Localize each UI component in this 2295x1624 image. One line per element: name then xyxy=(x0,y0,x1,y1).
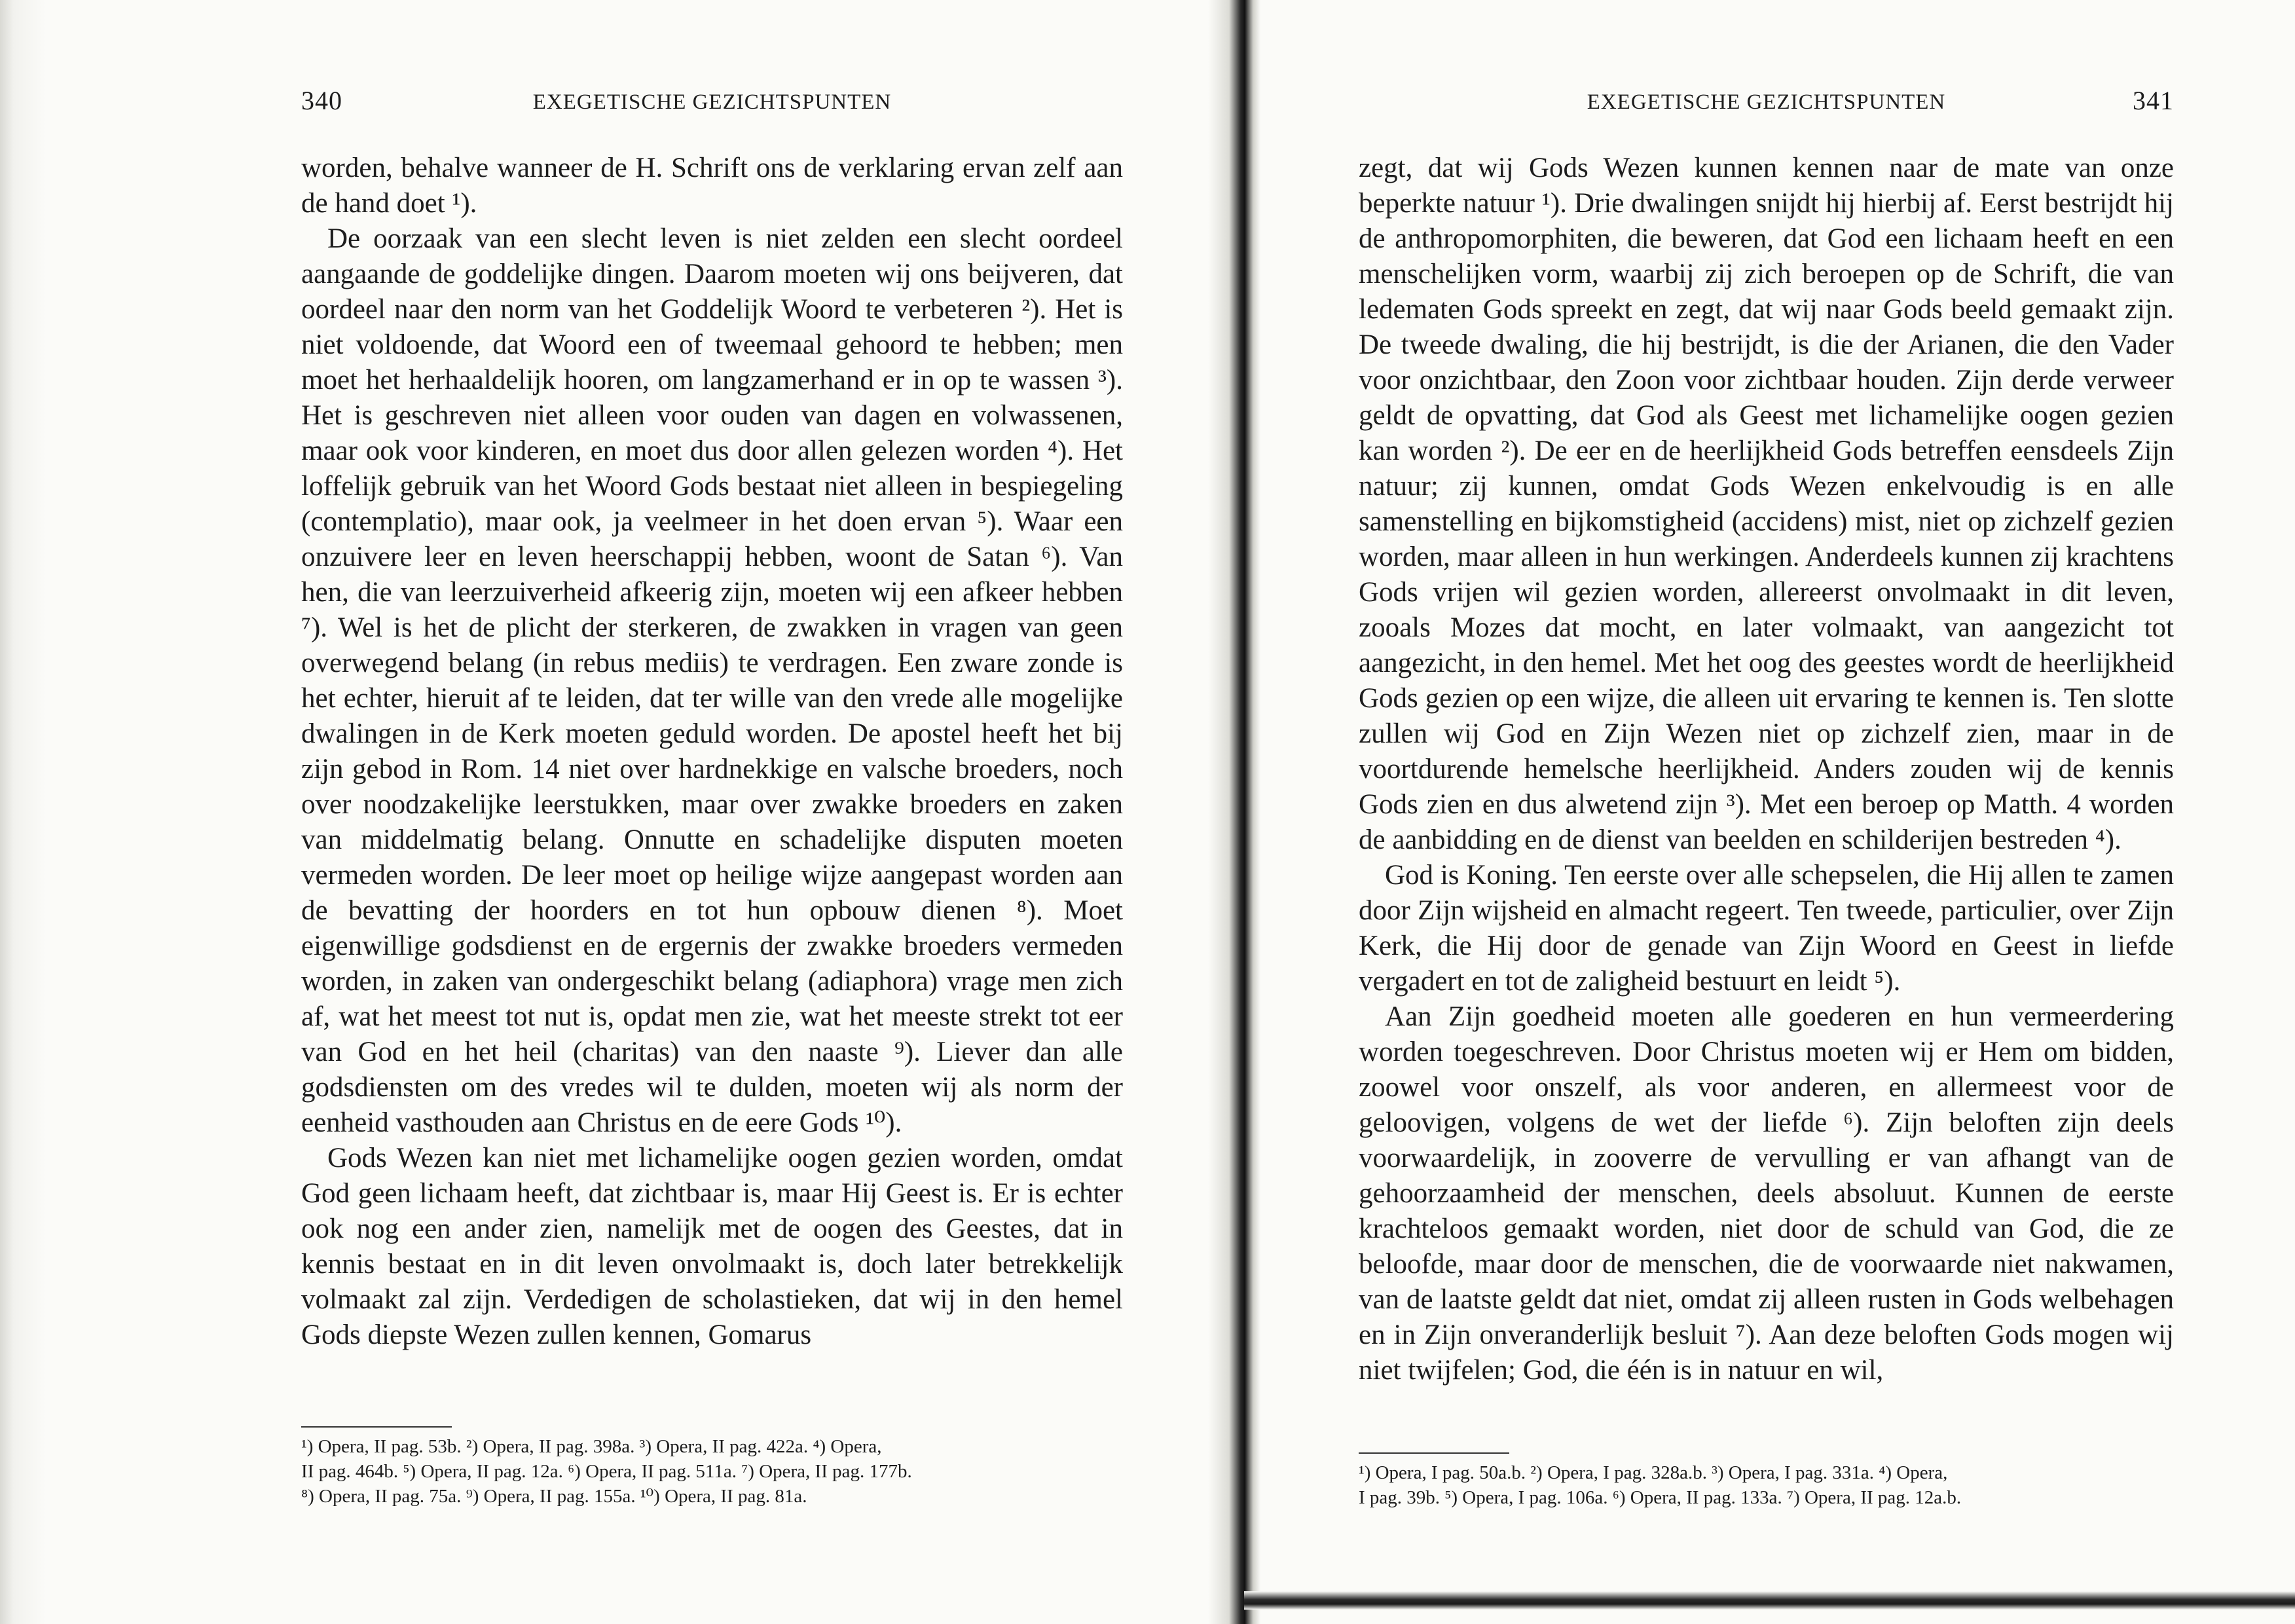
left-running-title: EXEGETISCHE GEZICHTSPUNTEN xyxy=(532,90,892,114)
left-footnote-line-2: II pag. 464b. ⁵) Opera, II pag. 12a. ⁶) Opera, II pag. 511a. ⁷) Opera, II pag. 177b. xyxy=(301,1461,912,1482)
book-gutter xyxy=(1208,0,1260,1624)
left-footnote-rule xyxy=(301,1426,452,1428)
left-body-text xyxy=(301,151,1123,1353)
left-paragraph-2: De oorzaak van een slecht leven is niet zelden een slecht oordeel aangaande de goddelijke dingen. Daarom moeten wij ons beijveren, dat oordeel naar den norm van het Goddelijk Woord te verbeteren ²). Het is niet voldoende, dat Woord een of tweemaal gehoord te hebben; men moet het herhaaldelijk hooren, om langzamerhand er in op te wassen ³). Het is geschreven niet alleen voor ouden van dagen en volwassenen, maar ook voor kinderen, en moet dus door allen gelezen worden ⁴). Het loffelijk gebruik van het Woord Gods bestaat niet alleen in bespiegeling (contemplatio), maar ook, ja veelmeer in het doen ervan ⁵). Waar een onzuivere leer en leven heerschappij hebben, woont de Satan ⁶). Van hen, die van leerzuiverheid afkeerig zijn, moeten wij een afkeer hebben ⁷). Wel is het de plicht der sterkeren, de zwakken in vragen van geen overwegend belang (in rebus mediis) te verdragen. Een zware zonde is het echter, hieruit af te leiden, dat ter wille van den vrede alle mogelijke dwalingen in de Kerk moeten geduld worden. De apostel heeft het bij zijn gebod in Rom. 14 niet over hardnekkige en valsche broeders, noch over noodzakelijke leerstukken, maar over zwakke broeders en zaken van middelmatig belang. Onnutte en schadelijke disputen moeten vermeden worden. De leer moet op heilige wijze aangepast worden aan de bevatting der hoorders en tot hun opbouw dienen ⁸). Moet eigenwillige godsdienst en de ergernis der zwakke broeders vermeden worden, in zaken van ondergeschikt belang (adiaphora) vrage men zich af, wat het meest tot nut is, opdat men zie, wat het meeste strekt tot eer van God en het heil (charitas) van den naaste ⁹). Liever dan alle godsdiensten om des vredes wil te dulden, moeten wij als norm der eenheid vasthouden aan Christus en de eere Gods ¹⁰). xyxy=(301,223,1123,1138)
page-edge-shadow xyxy=(0,0,46,1624)
left-paragraph-1: worden, behalve wanneer de H. Schrift ons de verklaring ervan zelf aan de hand doet ¹). xyxy=(301,153,1123,219)
right-paragraph-3: Aan Zijn goedheid moeten alle goederen en hun vermeerdering worden toegeschreven. Door Christus moeten wij er Hem om bidden, zoowel voor onszelf, als voor anderen, en allermeest voor de geloovigen, volgens de wet der liefde ⁶). Zijn beloften zijn deels voorwaardelijk, in zooverre de vervulling er van afhangt van de gehoorzaamheid der menschen, deels absoluut. Kunnen de eerste krachteloos gemaakt worden, niet door de schuld van God, die ze beloofde, maar door de menschen, die de voorwaarde niet nakwamen, van de laatste geldt dat niet, omdat zij alleen rusten in Gods welbehagen en in Zijn onveranderlijk besluit ⁷). Aan deze beloften Gods mogen wij niet twijfelen; God, die één is in natuur en wil, xyxy=(1359,1001,2174,1386)
left-page-number: 340 xyxy=(301,86,342,115)
left-footnote-line-3: ⁸) Opera, II pag. 75a. ⁹) Opera, II pag. 155a. ¹⁰) Opera, II pag. 81a. xyxy=(301,1486,807,1507)
right-paragraph-1: zegt, dat wij Gods Wezen kunnen kennen naar de mate van onze beperkte natuur ¹). Drie dwalingen snijdt hij hierbij af. Eerst bestrijdt hij de anthropomorphiten, die beweren, dat God een lichaam heeft en een menschelijken vorm, waarbij zij zich beroepen op de Schrift, die van ledematen Gods spreekt en zegt, dat wij naar Gods beeld gemaakt zijn. De tweede dwaling, die hij bestrijdt, is die der Arianen, die den Vader voor onzichtbaar, den Zoon voor zichtbaar houden. Zijn derde verweer geldt de opvatting, dat God als Geest met lichamelijke oogen gezien kan worden ²). De eer en de heerlijkheid Gods betreffen eensdeels Zijn natuur; zij kunnen, omdat Gods Wezen enkelvoudig is en alle samenstelling en bijkomstigheid (accidens) mist, niet op zichzelf gezien worden, maar alleen in hun werkingen. Anderdeels kunnen zij krachtens Gods vrijen wil gezien worden, allereerst onvolmaakt in dit leven, zooals Mozes dat mocht, en later volmaakt, van aangezicht tot aangezicht, in den hemel. Met het oog des geestes wordt de heerlijkheid Gods gezien op een wijze, die alleen uit ervaring te kennen is. Ten slotte zullen wij God en Zijn Wezen niet op zichzelf zien, maar in de voortdurende hemelsche heerlijkheid. Anders zouden wij de kennis Gods zien en dus alwetend zijn ³). Met een beroep op Matth. 4 worden de aanbidding en de dienst van beelden en schilderijen bestreden ⁴). xyxy=(1359,153,2174,855)
right-footnote-line-1: ¹) Opera, I pag. 50a.b. ²) Opera, I pag. 328a.b. ³) Opera, I pag. 331a. ⁴) Opera, xyxy=(1359,1462,1948,1483)
left-running-head xyxy=(301,85,1123,124)
right-running-title: EXEGETISCHE GEZICHTSPUNTEN xyxy=(1587,90,1946,114)
right-footnote-line-2: I pag. 39b. ⁵) Opera, I pag. 106a. ⁶) Opera, II pag. 133a. ⁷) Opera, II pag. 12a.b. xyxy=(1359,1487,1962,1508)
left-footnote-line-1: ¹) Opera, II pag. 53b. ²) Opera, II pag. 398a. ³) Opera, II pag. 422a. ⁴) Opera, xyxy=(301,1436,882,1457)
right-body-text xyxy=(1359,151,2174,1388)
right-running-head xyxy=(1359,85,2174,124)
right-page-number: 341 xyxy=(2133,86,2174,115)
right-footnote-rule xyxy=(1359,1452,1509,1454)
right-footnotes xyxy=(1359,1460,2174,1510)
left-page xyxy=(301,0,1123,1624)
right-paragraph-2: God is Koning. Ten eerste over alle schepselen, die Hij allen te zamen door Zijn wijsheid en almacht regeert. Ten tweede, particulier, over Zijn Kerk, die Hij door de genade van Zijn Woord en Geest in liefde vergadert en tot de zaligheid bestuurt en leidt ⁵). xyxy=(1359,860,2174,997)
left-footnotes xyxy=(301,1434,1123,1509)
left-paragraph-3: Gods Wezen kan niet met lichamelijke oogen gezien worden, omdat God geen lichaam heeft, dat zichtbaar is, maar Hij Geest is. Er is echter ook nog een ander zien, namelijk met de oogen des Geestes, dat in kennis bestaat en in dit leven onvolmaakt is, doch later betrekkelijk volmaakt zal zijn. Verdedigen de scholastieken, dat wij in den hemel Gods diepste Wezen zullen kennen, Gomarus xyxy=(301,1143,1123,1350)
right-page xyxy=(1359,0,2174,1624)
